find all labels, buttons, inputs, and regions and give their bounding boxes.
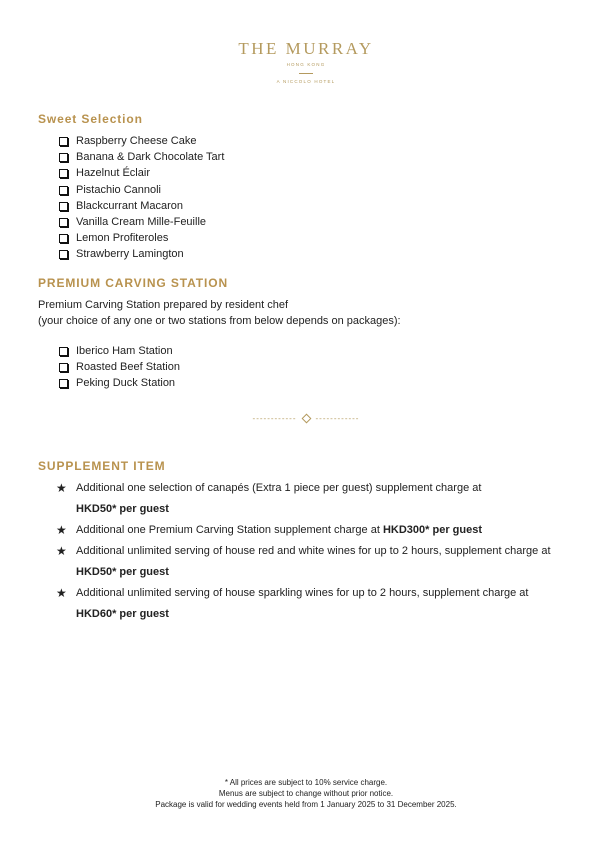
price: HKD50* per guest [76,503,169,515]
list-item: Peking Duck Station [58,375,180,391]
sweet-selection-list [58,133,224,263]
carving-intro-line1: Premium Carving Station prepared by resident chef [38,299,289,311]
checkbox-icon [59,186,68,195]
logo-rule [299,73,313,74]
footer-validity: Package is valid for wedding events held from 1 January 2025 to 31 December 2025. [155,800,457,809]
star-icon: ★ [56,586,67,600]
checkbox-icon [59,137,68,146]
list-item: ★ Additional one selection of canapés (Extra 1 piece per guest) supplement charge at HKD50* per guest [56,478,556,520]
list-item: Raspberry Cheese Cake [58,133,224,149]
checkbox-icon [59,169,68,178]
checkbox-icon [59,202,68,211]
list-item: ★ Additional unlimited serving of house red and white wines for up to 2 hours, supplement charge at HKD50* per guest [56,541,556,583]
checkbox-icon [59,153,68,162]
list-item: Lemon Profiteroles [58,230,224,246]
price: HKD50* per guest [76,566,169,578]
supplement-heading: SUPPLEMENT ITEM [38,459,166,473]
carving-station-list [58,343,180,392]
checkbox-icon [59,379,68,388]
checkbox-icon [59,363,68,372]
carving-intro-line2: (your choice of any one or two stations from below depends on packages): [38,315,401,327]
hotel-logo [0,40,612,85]
list-item: ★ Additional one Premium Carving Station supplement charge at HKD300* per guest [56,520,556,541]
divider-right-dashes: ------------ [315,414,360,423]
list-item: Pistachio Cannoli [58,182,224,198]
list-item: ★ Additional unlimited serving of house sparkling wines for up to 2 hours, supplement charge at HKD60* per guest [56,583,556,625]
list-item: Banana & Dark Chocolate Tart [58,149,224,165]
carving-intro [38,297,401,329]
star-icon: ★ [56,481,67,495]
logo-subtitle: HONG KONG [286,62,326,67]
sweet-selection-heading: Sweet Selection [38,112,143,126]
supplement-list [56,478,556,625]
logo-tagline: A NICCOLO HOTEL [276,79,336,84]
checkbox-icon [59,347,68,356]
star-icon: ★ [56,523,67,537]
price: HKD60* per guest [76,608,169,620]
logo-brand: THE MURRAY [238,39,374,58]
diamond-icon [301,414,311,424]
list-item: Vanilla Cream Mille-Feuille [58,214,224,230]
footer-service-charge: * All prices are subject to 10% service charge. [224,778,388,787]
list-item: Iberico Ham Station [58,343,180,359]
checkbox-icon [59,218,68,227]
carving-station-heading: PREMIUM CARVING STATION [38,276,229,290]
list-item: Blackcurrant Macaron [58,198,224,214]
star-icon: ★ [56,544,67,558]
checkbox-icon [59,234,68,243]
ornamental-divider [0,414,612,423]
checkbox-icon [59,250,68,259]
divider-left-dashes: ------------ [252,414,297,423]
footer-menu-change: Menus are subject to change without prior notice. [218,789,394,798]
list-item: Hazelnut Éclair [58,165,224,181]
list-item: Strawberry Lamington [58,246,224,262]
list-item: Roasted Beef Station [58,359,180,375]
footer-notes [0,777,612,810]
price: HKD300* per guest [382,524,483,536]
